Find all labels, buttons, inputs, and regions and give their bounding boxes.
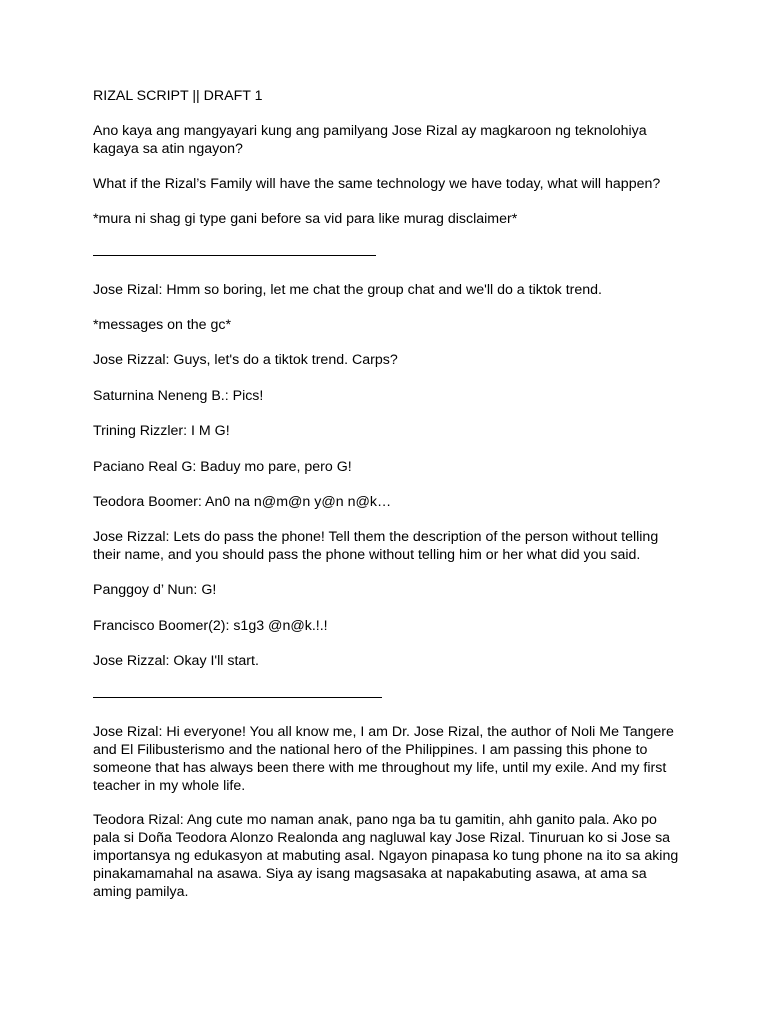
script-line: Jose Rizal: Hmm so boring, let me chat the group chat and we'll do a tiktok trend.	[93, 282, 602, 298]
intro-question-tagalog: Ano kaya ang mangyayari kung ang pamilyang Jose Rizal ay magkaroon ng teknolohiya kagaya sa atin ngayon?	[93, 123, 647, 157]
section-divider	[93, 697, 382, 698]
script-line: Saturnina Neneng B.: Pics!	[93, 388, 264, 404]
script-paragraph: Jose Rizal: Hi everyone! You all know me, I am Dr. Jose Rizal, the author of Noli Me Tangere and El Filibusterismo and the national hero of the Philippines. I am passing this phone to someone that has always been there with me throughout my life, until my exile. And my first teacher in my whole life.	[93, 724, 674, 794]
script-line: Jose Rizzal: Lets do pass the phone! Tell them the description of the person without telling their name, and you should pass the phone without telling him or her what did you said.	[93, 529, 659, 563]
script-line: Francisco Boomer(2): s1g3 @n@k.!.!	[93, 618, 328, 634]
script-line: Panggoy d’ Nun: G!	[93, 582, 217, 598]
script-line: Paciano Real G: Baduy mo pare, pero G!	[93, 459, 352, 475]
script-line: Teodora Boomer: An0 na n@m@n y@n n@k…	[93, 494, 392, 510]
script-line: Jose Rizzal: Guys, let's do a tiktok trend. Carps?	[93, 352, 398, 368]
script-line: *messages on the gc*	[93, 317, 232, 333]
section-divider	[93, 255, 376, 256]
intro-disclaimer-note: *mura ni shag gi type gani before sa vid para like murag disclaimer*	[93, 211, 518, 227]
script-line: Trining Rizzler: I M G!	[93, 423, 230, 439]
intro-question-english: What if the Rizal’s Family will have the same technology we have today, what will happen?	[93, 176, 661, 192]
document-title: RIZAL SCRIPT || DRAFT 1	[93, 88, 263, 104]
script-line: Jose Rizzal: Okay I'll start.	[93, 653, 259, 669]
script-paragraph: Teodora Rizal: Ang cute mo naman anak, pano nga ba tu gamitin, ahh ganito pala. Ako po pala si Doña Teodora Alonzo Realonda ang nagluwal kay Jose Rizal. Tinuruan ko si Jose sa importansya ng edukasyon at mabuting asal. Ngayon pinapasa ko tung phone na ito sa aking pinakamamahal na asawa. Siya ay isang magsasaka at napakabuting asawa, at ama sa aming pamilya.	[93, 812, 679, 900]
